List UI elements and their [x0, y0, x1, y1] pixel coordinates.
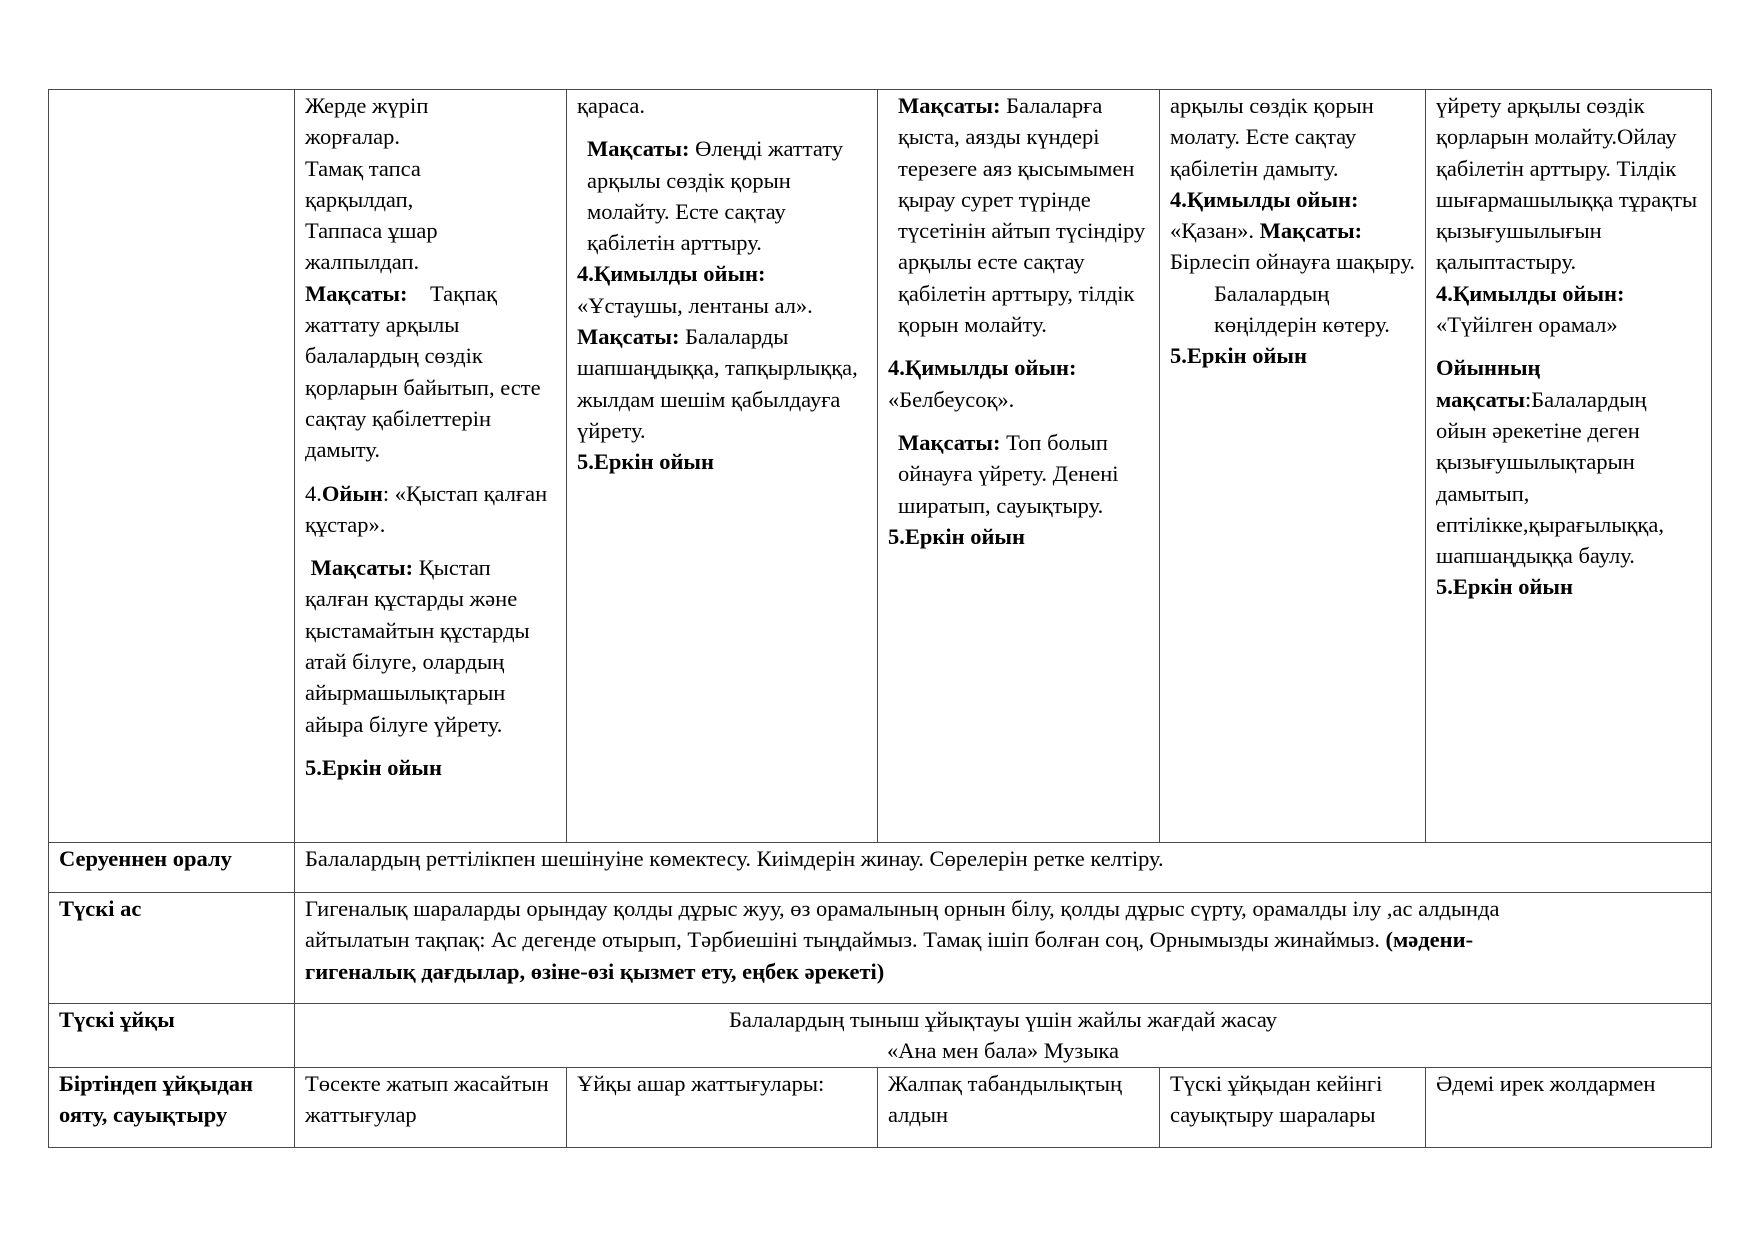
poem-line: жалпылдап.: [305, 249, 420, 275]
activity-cell-4: [1160, 90, 1426, 843]
game-paragraph: [305, 478, 556, 541]
extra-text: Балалардың көңілдерін көтеру.: [1214, 280, 1390, 338]
game-label: 4.Қимылды ойын:: [1170, 186, 1359, 212]
goal2-text: Қыстап қалған құстарды және қыстамайтын құстарды атай білуге, олардың айырмашылықтарын айыра білуге үйрету.: [305, 555, 530, 737]
wake-cell: Төсекте жатып жасайтын жаттығулар: [295, 1067, 567, 1147]
nap-line-1: Балалардың тыныш ұйықтауы үшін жайлы жағдай жасау: [728, 1007, 1278, 1032]
wake-cell: Жалпақ табандылықтың алдын: [878, 1067, 1160, 1147]
goal2-text: Балаларды шапшаңдыққа, тапқырлыққа, жылдам шешім қабылдауға үйрету.: [577, 324, 858, 443]
lunch-skills-start: (мәдени-: [1385, 927, 1474, 953]
game-text: «Түйілген орамал»: [1436, 312, 1618, 338]
lunch-line-1: Гигеналық шараларды орындау қолды дұрыс жуу, өз орамалының орнын білу, қолды дұрыс сүрту, орамалды ілу ,ас алдында: [305, 896, 1500, 921]
goal2-label: Мақсаты:: [577, 324, 680, 350]
row-content: [295, 1004, 1712, 1068]
goal-text: Бірлесіп ойнауға шақыру.: [1170, 249, 1416, 275]
intro-text: үйрету арқылы сөздік қорларын молайту.Ойлау қабілетін арттыру. Тілдік шығармашылыққа тұрақты қызығушылығын қалыптастыру.: [1436, 93, 1698, 275]
goal-label: Мақсаты:: [587, 136, 690, 162]
activity-cell-3: [878, 90, 1160, 843]
game-paragraph: [1170, 215, 1415, 278]
goal-paragraph: [1436, 384, 1701, 572]
game-text: : «Қыстап қалған құстар».: [305, 480, 548, 537]
lunch-skills: гигеналық дағдылар, өзіне-өзі қызмет ету, еңбек әрекеті): [305, 958, 885, 984]
free-game: 5.Еркін ойын: [305, 754, 442, 780]
poem-line: Жерде жүріп: [305, 93, 429, 118]
game-text: «Ұстаушы, лентаны ал».: [577, 292, 813, 318]
walk-activities-row: [49, 90, 1712, 843]
goal2-label: Мақсаты:: [898, 429, 1001, 455]
goal-paragraph: [577, 133, 867, 258]
poem-line: қарқылдап,: [305, 186, 414, 212]
nap-row: [49, 1004, 1712, 1068]
activity-cell-5: [1426, 90, 1712, 843]
wake-row: [49, 1067, 1712, 1147]
nap-line-2: «Ана мен бала» Музыка: [886, 1038, 1120, 1064]
return-row: [49, 843, 1712, 893]
lunch-text: айтылатын тақпақ: Ас дегенде отырып, Тәрбиешіні тыңдаймыз. Тамақ ішіп болған соң, Орнымызды жинаймыз.: [305, 927, 1380, 953]
goal-label: Мақсаты:: [305, 280, 408, 306]
lunch-line-2: [305, 924, 1701, 955]
activity-cell-1: [295, 90, 567, 843]
poem-line: Таппаса ұшар: [305, 218, 438, 244]
game-text: «Белбеусоқ».: [888, 386, 1015, 412]
game-label: 4.Қимылды ойын:: [1436, 280, 1625, 306]
goal-text: Тақпақ жаттату арқылы балалардың сөздік қорларын байытып, есте сақтау қабілеттерін дамыту.: [305, 280, 541, 463]
lunch-row: [49, 893, 1712, 1004]
goal-text: Балаларға қыста, аязды күндері терезеге аяз қысымымен қырау сурет түрінде түсетінін айтып түсіндіру арқылы есте сақтау қабілетін арттыру, тілдік қорын молайту.: [898, 93, 1146, 338]
goal-text: :Балалардың ойын әрекетіне деген қызығушылықтарын дамытып, ептілікке,қырағылыққа, шапшаңдыққа баулу.: [1436, 386, 1664, 569]
row-label: Түскі ас: [49, 893, 295, 1004]
goal-paragraph: [888, 90, 1149, 340]
free-game: 5.Еркін ойын: [1436, 574, 1573, 600]
row-content: Балалардың реттілікпен шешінуіне көмектесу. Киімдерін жинау. Сөрелерін ретке келтіру.: [295, 843, 1712, 893]
goal-label: мақсаты: [1436, 386, 1525, 412]
row-content: [295, 893, 1712, 1004]
wake-cell: Түскі ұйқыдан кейінгі сауықтыру шаралары: [1160, 1067, 1426, 1147]
wake-cell: Әдемі ирек жолдармен: [1426, 1067, 1712, 1147]
free-game: 5.Еркін ойын: [1170, 343, 1307, 369]
poem-line: жорғалар.: [305, 124, 400, 150]
row-label: Түскі ұйқы: [49, 1004, 295, 1068]
goal2-text: Топ болып ойнауға үйрету. Денені ширатып, сауықтыру.: [898, 429, 1119, 518]
goal2-paragraph: [888, 427, 1149, 521]
free-game: 5.Еркін ойын: [577, 449, 714, 475]
game-label: 4.Қимылды ойын:: [888, 355, 1077, 381]
intro-text: арқылы сөздік қорын молату. Есте сақтау қабілетін дамыту.: [1170, 93, 1374, 181]
goal-label: Мақсаты:: [898, 93, 1001, 118]
daily-plan-table: [48, 89, 1712, 1148]
row-label-empty: [49, 90, 295, 843]
intro-text: қараса.: [577, 93, 646, 118]
goal-paragraph: [305, 278, 556, 466]
activity-cell-2: [567, 90, 878, 843]
poem-line: Тамақ тапса: [305, 155, 421, 181]
goal2-label: Мақсаты:: [310, 555, 414, 581]
free-game: 5.Еркін ойын: [888, 523, 1025, 549]
goal-text: Өлеңді жаттату арқылы сөздік қорын молайту. Есте сақтау қабілетін арттыру.: [587, 136, 844, 256]
game-label: 4.Қимылды ойын:: [577, 261, 766, 287]
goal-label: Мақсаты:: [1259, 218, 1363, 244]
game-text: «Қазан».: [1170, 218, 1255, 244]
game-label: Ойын: [321, 480, 383, 506]
wake-cell: Ұйқы ашар жаттығулары:: [567, 1067, 878, 1147]
row-label: Біртіндеп ұйқыдан ояту, сауықтыру: [49, 1067, 295, 1147]
goal2-paragraph: [305, 552, 556, 740]
row-label: Серуеннен оралу: [49, 843, 295, 893]
goal-label-line: Ойынның: [1436, 355, 1541, 381]
goal2-paragraph: [577, 321, 867, 446]
game-number: 4.: [305, 480, 322, 506]
